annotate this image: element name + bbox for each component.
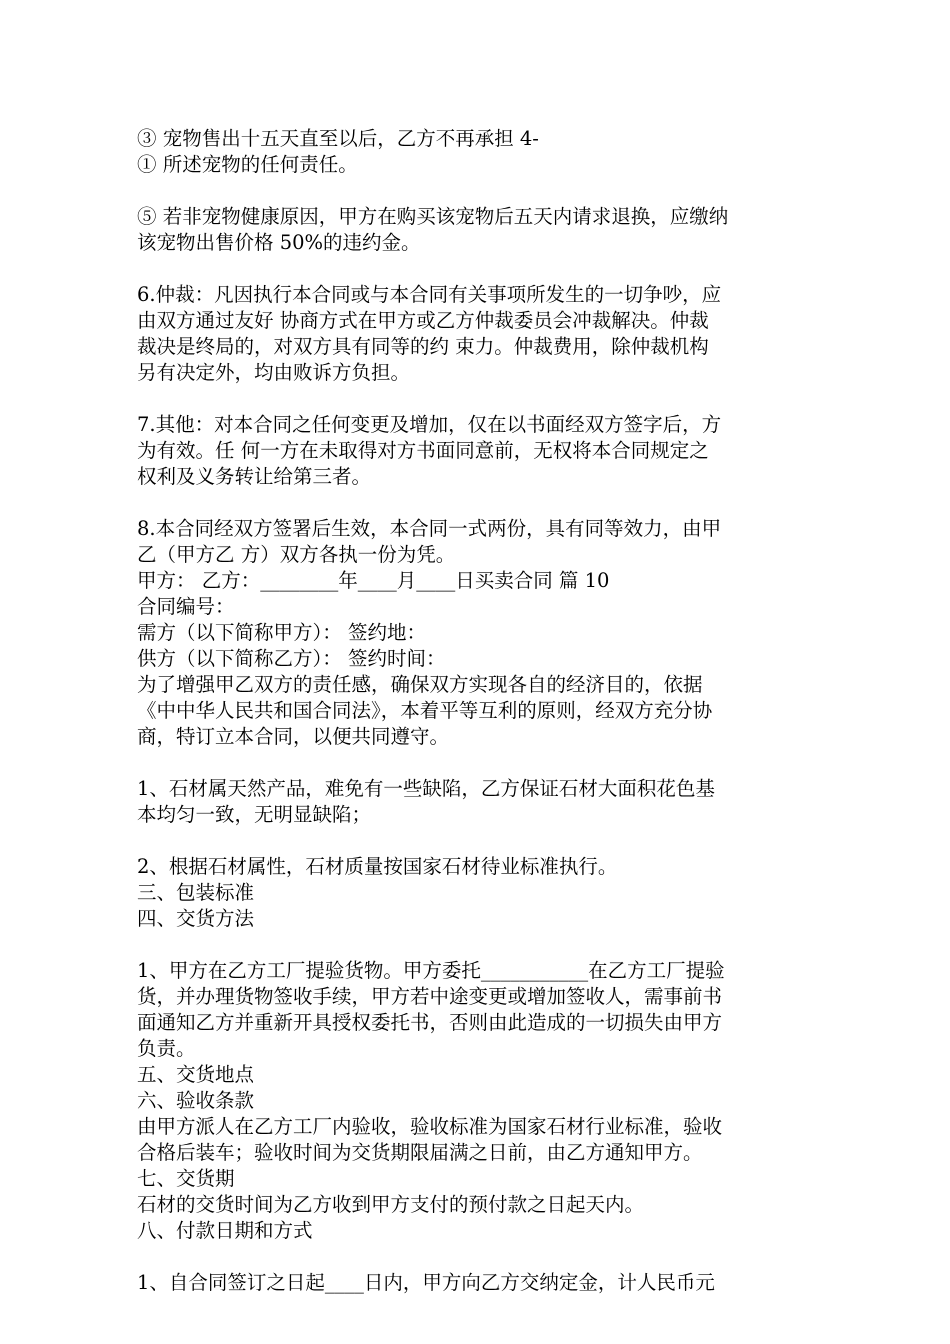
text-line: 供方（以下简称乙方）： 签约时间：	[137, 647, 446, 670]
text-line: ⑤ 若非宠物健康原因，甲方在购买该宠物后五天内请求退换，应缴纳	[137, 205, 729, 228]
text-line: 2、根据石材属性，石材质量按国家石材待业标准执行。	[137, 855, 618, 878]
text-line: 货，并办理货物签收手续，甲方若中途变更或增加签收人，需事前书	[137, 985, 723, 1008]
document-page	[137, 126, 817, 1296]
text-line: 1、石材属天然产品，难免有一些缺陷，乙方保证石材大面积花色基	[137, 777, 715, 800]
text-line: ① 所述宠物的任何责任。	[137, 153, 358, 176]
text-line: 负责。	[137, 1037, 196, 1060]
text-line: 八、付款日期和方式	[137, 1219, 313, 1242]
text-line: 由甲方派人在乙方工厂内验收，验收标准为国家石材行业标准，验收	[137, 1115, 723, 1138]
text-line: 七、交货期	[137, 1167, 235, 1190]
text-line: 《中中华人民共和国合同法》，本着平等互利的原则，经双方充分协	[137, 699, 713, 722]
text-line: 甲方： 乙方：________年____月____日买卖合同 篇 10	[137, 569, 610, 592]
text-line: 三、包装标准	[137, 881, 255, 904]
text-line: 该宠物出售价格 50%的违约金。	[137, 231, 421, 254]
text-line: 六、验收条款	[137, 1089, 255, 1112]
text-line: 合同编号：	[137, 595, 235, 618]
blank-line	[137, 828, 817, 854]
text-line: 裁决是终局的，对双方具有同等的约 束力。仲裁费用，除仲裁机构	[137, 335, 709, 358]
text-line: 四、交货方法	[137, 907, 255, 930]
text-line: 为了增强甲乙双方的责任感，确保双方实现各自的经济目的，依据	[137, 673, 703, 696]
text-line: 本均匀一致，无明显缺陷；	[137, 803, 372, 826]
text-line: 1、甲方在乙方工厂提验货物。甲方委托___________在乙方工厂提验	[137, 959, 725, 982]
text-line: 需方（以下简称甲方）： 签约地：	[137, 621, 426, 644]
text-line: ③ 宠物售出十五天直至以后，乙方不再承担 4-	[137, 127, 539, 150]
text-line: 石材的交货时间为乙方收到甲方支付的预付款之日起天内。	[137, 1193, 645, 1216]
text-line: 另有决定外，均由败诉方负担。	[137, 361, 411, 384]
blank-line	[137, 178, 817, 204]
blank-line	[137, 490, 817, 516]
text-line: 1、自合同签订之日起____日内，甲方向乙方交纳定金，计人民币元	[137, 1271, 715, 1294]
text-line: 8.本合同经双方签署后生效，本合同一式两份，具有同等效力，由甲	[137, 517, 722, 540]
text-line: 商，特订立本合同，以便共同遵守。	[137, 725, 450, 748]
text-line: 7.其他：对本合同之任何变更及增加，仅在以书面经双方签字后，方	[137, 413, 722, 436]
blank-line	[137, 750, 817, 776]
text-line: 面通知乙方并重新开具授权委托书，否则由此造成的一切损失由甲方	[137, 1011, 723, 1034]
blank-line	[137, 386, 817, 412]
blank-line	[137, 1244, 817, 1270]
blank-line	[137, 256, 817, 282]
text-line: 乙（甲方乙 方）双方各执一份为凭。	[137, 543, 456, 566]
text-line: 为有效。任 何一方在未取得对方书面同意前，无权将本合同规定之	[137, 439, 709, 462]
text-line: 合格后装车；验收时间为交货期限届满之日前，由乙方通知甲方。	[137, 1141, 703, 1164]
blank-line	[137, 932, 817, 958]
text-line: 6.仲裁：凡因执行本合同或与本合同有关事项所发生的一切争吵，应	[137, 283, 722, 306]
text-line: 五、交货地点	[137, 1063, 255, 1086]
text-line: 权利及义务转让给第三者。	[137, 465, 372, 488]
text-line: 由双方通过友好 协商方式在甲方或乙方仲裁委员会冲裁解决。仲裁	[137, 309, 709, 332]
